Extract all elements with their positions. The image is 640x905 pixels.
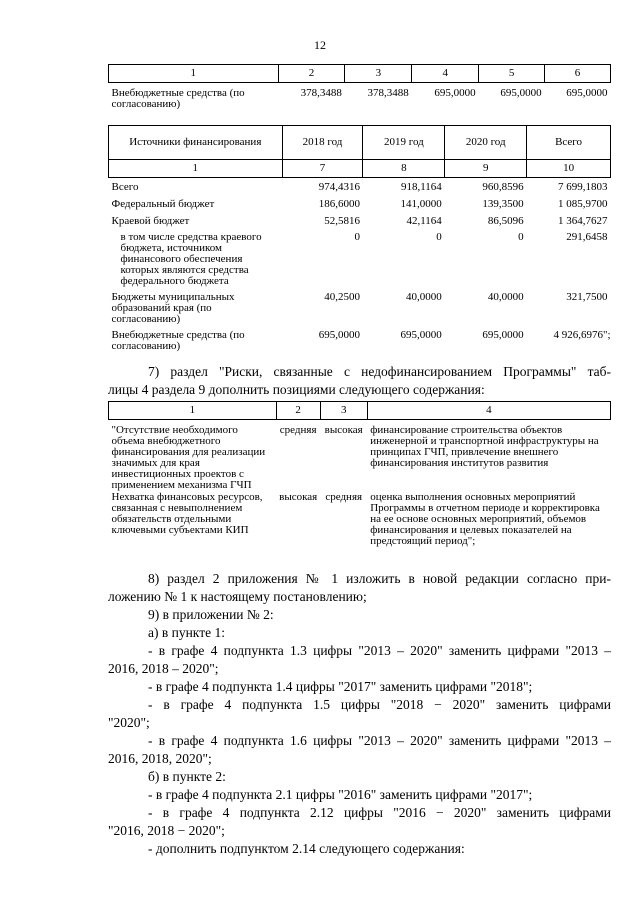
row-label: Всего <box>111 181 139 193</box>
risk-description: "Отсутствие необходимого объема внебюджетного финансирования для реализации значимых для края инвестиционных проектов с применением механизма ГЧП <box>111 424 266 491</box>
change-4-line-2: 2016, 2018, 2020"; <box>108 751 212 766</box>
cell-value: 0 <box>354 230 360 243</box>
cell-value: 40,2500 <box>324 290 360 303</box>
table-continuation <box>108 64 611 110</box>
column-number: 7 <box>282 160 363 178</box>
cell-value: 974,4316 <box>318 181 360 193</box>
cell-value: 695,0000 <box>500 87 542 99</box>
column-number: 4 <box>367 402 610 420</box>
cell-value: 695,0000 <box>434 87 476 99</box>
risks-table <box>108 401 611 547</box>
column-number: 8 <box>363 160 445 178</box>
row-label: в том числе средства краевого бюджета, источником финансового обеспечения которых являются средства федерального бюджета <box>120 230 262 287</box>
row-label: Краевой бюджет <box>111 214 190 227</box>
risk-description: Нехватка финансовых ресурсов, связанная с невыполнением обязательств отдельными ключевыми субъектами КИП <box>111 490 263 536</box>
table-row <box>109 213 611 230</box>
cell-value: 42,1164 <box>406 214 442 227</box>
cell-value: 1 085,9700 <box>558 197 608 210</box>
cell-value: 186,6000 <box>318 197 360 210</box>
column-number: 9 <box>445 160 527 178</box>
row-label: Федеральный бюджет <box>111 197 215 210</box>
header-2019: 2019 год <box>363 126 445 160</box>
table-row <box>109 492 611 547</box>
column-number: 1 <box>109 160 283 178</box>
cell-value: 960,8596 <box>482 181 524 193</box>
table-number-row <box>109 160 611 178</box>
column-number: 2 <box>276 402 320 420</box>
change-3-line-2: "2020"; <box>108 715 150 730</box>
risk-impact: высокая <box>324 424 363 436</box>
subparagraph-a: а) в пункте 1: <box>148 625 225 640</box>
table-row <box>109 328 611 354</box>
column-number: 6 <box>545 65 611 83</box>
table-row <box>109 230 611 290</box>
change-1-line-1: - в графе 4 подпункта 1.3 цифры "2013 – 2020" заменить цифрами "2013 – <box>148 643 611 658</box>
paragraph-8-line-2: ложению № 1 к настоящему постановлению; <box>108 589 367 604</box>
cell-value: 695,0000 <box>400 328 442 341</box>
change-3-line-1: - в графе 4 подпункта 1.5 цифры "2018 − 2020" заменить цифрами <box>148 697 611 712</box>
table-row <box>109 290 611 328</box>
cell-value: 139,3500 <box>482 197 524 210</box>
risk-impact: средняя <box>325 490 363 503</box>
table-row <box>109 178 611 196</box>
header-sources: Источники финансирования <box>109 126 283 160</box>
cell-value: 7 699,1803 <box>558 181 608 193</box>
cell-value: 40,0000 <box>487 290 524 303</box>
cell-value: 86,5096 <box>487 214 524 227</box>
cell-value: 695,0000 <box>566 87 608 99</box>
risk-measures: оценка выполнения основных мероприятий Программы в отчетном периоде и корректировка на ее основе основных мероприятий, объемов финансирования и целевых показателей на предстоящий период"; <box>370 490 600 547</box>
risk-probability: высокая <box>279 490 318 503</box>
cell-value: 141,0000 <box>400 197 442 210</box>
paragraph-8-line-1: 8) раздел 2 приложения № 1 изложить в новой редакции согласно при- <box>148 571 611 586</box>
change-6-line-1: - в графе 4 подпункта 2.12 цифры "2016 − 2020" заменить цифрами <box>148 805 611 820</box>
change-5: - в графе 4 подпункта 2.1 цифры "2016" заменить цифрами "2017"; <box>148 787 533 802</box>
table-row <box>109 196 611 213</box>
cell-value: 695,0000 <box>318 328 360 341</box>
column-number: 1 <box>109 402 277 420</box>
change-7: - дополнить подпунктом 2.14 следующего содержания: <box>148 841 465 856</box>
cell-value: 321,7500 <box>566 290 608 303</box>
column-number: 2 <box>278 65 345 83</box>
column-number: 3 <box>320 402 367 420</box>
cell-value: 918,1164 <box>400 181 442 193</box>
cell-value: 0 <box>518 230 524 243</box>
cell-value: 4 926,6976"; <box>553 328 611 341</box>
row-label: Бюджеты муниципальных образований края (по согласованию) <box>111 290 235 325</box>
table-header-row <box>109 65 611 83</box>
table-header-row <box>109 402 611 420</box>
header-2020: 2020 год <box>445 126 527 160</box>
cell-value: 1 364,7627 <box>558 214 608 227</box>
column-number: 5 <box>479 65 545 83</box>
change-1-line-2: 2016, 2018 – 2020"; <box>108 661 219 676</box>
column-number: 3 <box>345 65 412 83</box>
header-total: Всего <box>527 126 611 160</box>
cell-value: 40,0000 <box>406 290 442 303</box>
table-header-row <box>109 126 611 160</box>
column-number: 10 <box>527 160 611 178</box>
subparagraph-b: б) в пункте 2: <box>148 769 226 784</box>
page-number: 12 <box>314 38 326 52</box>
risk-measures: финансирование строительства объектов инженерной и транспортной инфраструктуры на принципах ГЧП, привлечение внешнего финансирования институтов развития <box>370 424 599 469</box>
change-2: - в графе 4 подпункта 1.4 цифры "2017" заменить цифрами "2018"; <box>148 679 533 694</box>
column-number: 4 <box>412 65 479 83</box>
table-row <box>109 83 611 111</box>
change-6-line-2: "2016, 2018 − 2020"; <box>108 823 225 838</box>
change-4-line-1: - в графе 4 подпункта 1.6 цифры "2013 – 2020" заменить цифрами "2013 – <box>148 733 611 748</box>
row-label: Внебюджетные средства (по согласованию) <box>111 328 245 352</box>
paragraph-9: 9) в приложении № 2: <box>148 607 274 622</box>
cell-value: 0 <box>436 230 442 243</box>
cell-value: 695,0000 <box>482 328 524 341</box>
column-number: 1 <box>109 65 279 83</box>
table-row <box>109 420 611 492</box>
cell-value: 291,6458 <box>566 230 608 243</box>
row-label: Внебюджетные средства (по согласованию) <box>111 87 245 110</box>
financing-table <box>108 125 611 354</box>
risk-probability: средняя <box>279 424 317 436</box>
cell-value: 378,3488 <box>300 87 342 99</box>
cell-value: 378,3488 <box>367 87 409 99</box>
paragraph-7-line-2: лицы 4 раздела 9 дополнить позициями следующего содержания: <box>108 382 485 397</box>
cell-value: 52,5816 <box>324 214 360 227</box>
paragraph-7-line-1: 7) раздел "Риски, связанные с недофинансированием Программы" таб- <box>148 364 611 379</box>
header-2018: 2018 год <box>282 126 363 160</box>
